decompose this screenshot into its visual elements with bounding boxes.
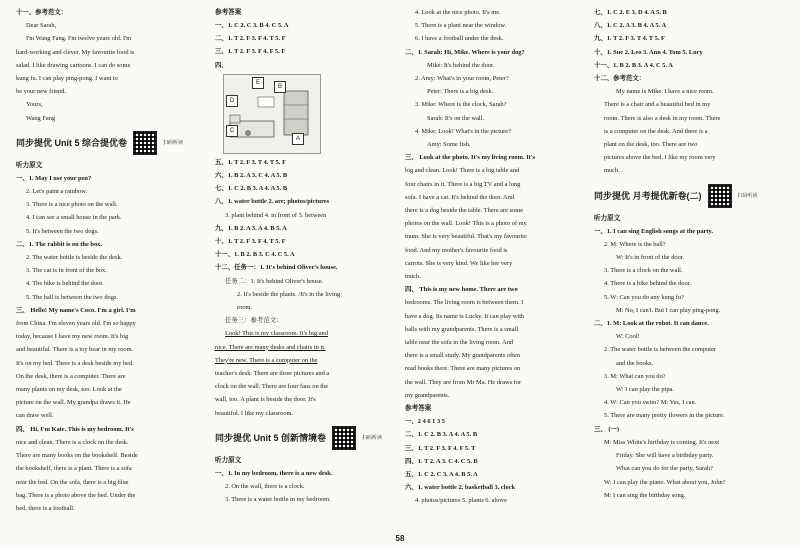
text-line: 十、1. Sue 2. Leo 3. Ann 4. Tom 5. Lucy bbox=[594, 48, 703, 56]
qr-code-icon[interactable] bbox=[133, 131, 157, 155]
page-number-text: 58 bbox=[395, 534, 405, 543]
text-line: 一、1. May I use your pen? bbox=[16, 174, 92, 182]
text-line: 二、1. C 2. B 3. A 4. A 5. B bbox=[405, 431, 478, 439]
text-line: It's on my bed. There is a desk beside my bed. bbox=[16, 359, 134, 367]
text-line: have a dog. Its name is Lucky. It can play with bbox=[405, 312, 525, 320]
text-line: near the bed. On the sofa, there is a big blue bbox=[16, 478, 129, 486]
text-line: W: I can play the piano. What about you, John? bbox=[604, 478, 726, 486]
text-line: photos on the wall. Look! This is a photo of my bbox=[405, 220, 527, 228]
text-line: 四、 This is my new home. There are two bbox=[405, 286, 518, 294]
text-line: 5. There are many pretty flowers in the picture. bbox=[604, 412, 725, 420]
text-line: food. And my mother's favourite food is bbox=[405, 246, 508, 254]
text-line: carrots. She is very kind. We like her very bbox=[405, 259, 513, 267]
text-line: 4. Mike: Look! What's in the picture? bbox=[415, 127, 511, 135]
column-2 bbox=[215, 6, 393, 506]
qr-caption: 扫码听读 bbox=[362, 434, 383, 441]
text-line: 3. The cat is in front of the box. bbox=[26, 267, 107, 275]
text-line: 六、1. water bottle 2. basketball 3. clock bbox=[405, 484, 516, 492]
text-line: 6. I have a football under the desk. bbox=[415, 35, 504, 43]
picture-label: E bbox=[252, 77, 264, 89]
answers-heading: 参考答案 bbox=[215, 9, 242, 16]
text-line: 四、 bbox=[215, 61, 228, 69]
text-line: On the desk, there is a computer. There are bbox=[16, 372, 126, 380]
text-line: kung fu. I can play ping-pong. I want to bbox=[16, 75, 118, 83]
text-line: Amy: Some fish. bbox=[427, 141, 471, 149]
answers-heading: 参考答案 bbox=[405, 405, 432, 413]
text-line: wall, too. A plant is beside the door. It's bbox=[215, 396, 316, 404]
text-line: W: It's in front of the door. bbox=[616, 254, 685, 262]
text-line: There are many books on the bookshelf. Beside bbox=[16, 452, 138, 460]
text-line: nice. There are many desks and chairs in it. bbox=[215, 343, 326, 351]
text-line: 2. It's beside the plants. /It's in the living bbox=[237, 290, 341, 298]
text-line: 九、1. B 2. A 3. A 4. B 5. A bbox=[215, 224, 287, 232]
text-line: 三、 (一) bbox=[594, 425, 620, 433]
text-line: 四、 Hi, I'm Kate. This is my bedroom. It's bbox=[16, 425, 134, 433]
text-line: Yours, bbox=[26, 101, 43, 109]
text-line: mum. She is very beautiful. That's my favourite bbox=[405, 233, 527, 241]
qr-code-icon[interactable] bbox=[332, 426, 356, 450]
text-line: 5. It's between the two dogs. bbox=[26, 227, 99, 235]
section-title bbox=[16, 131, 196, 155]
text-line: four chairs in it. There is a big TV and a long bbox=[405, 180, 521, 188]
text-line: 4. The bike is behind the door. bbox=[26, 280, 104, 288]
text-line: 三、1. T 2. F 3. F 4. F 5. T bbox=[405, 444, 476, 452]
text-line: 十一、1. B 2. B 3. A 4. C 5. A bbox=[594, 61, 673, 69]
qr-caption: 扫码听读 bbox=[737, 192, 758, 199]
text-line: 4. I can see a small house in the park. bbox=[26, 214, 122, 222]
text-line: I'm Wang Fang. I'm twelve years old. I'm bbox=[26, 35, 132, 43]
text-line: 3. There is a nice photo on the wall. bbox=[26, 201, 118, 209]
text-line: read books there. There are many pictures on bbox=[405, 365, 521, 373]
text-line: nice and clean. There is a clock on the desk. bbox=[16, 438, 129, 446]
text-line: salad. I like drawing cartoons. I can do some bbox=[16, 61, 131, 69]
text-line: 一、1. In my bedroom, there is a new desk. bbox=[215, 469, 333, 477]
text-line: 任务三：参考范文： bbox=[225, 317, 283, 325]
text-line: and the books. bbox=[616, 359, 654, 367]
text-line: 八、1. C 2. A 3. B 4. A 5. A bbox=[594, 22, 667, 30]
text-line: teacher's desk. There are three pictures and a bbox=[215, 370, 330, 378]
text-line: 5. W: Can you do any kung fu? bbox=[604, 293, 684, 301]
text-line: 二、1. The rabbit is on the box. bbox=[16, 240, 102, 248]
text-line: 2. On the wall, there is a clock. bbox=[225, 483, 305, 491]
text-line: sofa. I have a cat. It's behind the door. And bbox=[405, 193, 515, 201]
text-line: 十一、参考范文： bbox=[16, 9, 68, 16]
text-line: 五、1. C 2. C 3. A 4. B 5. A bbox=[405, 470, 478, 478]
picture-label: C bbox=[226, 125, 238, 137]
text-line: 4. W: Can you swim? M: Yes, I can. bbox=[604, 399, 697, 407]
column-1 bbox=[16, 6, 196, 515]
picture-label: D bbox=[226, 95, 238, 107]
text-line: much. bbox=[604, 167, 620, 175]
section-title bbox=[215, 426, 393, 450]
text-line: Wang Fang bbox=[26, 114, 56, 122]
text-line: 2. The water bottle is beside the desk. bbox=[26, 254, 123, 262]
text-line: M: I can sing the birthday song. bbox=[604, 491, 686, 499]
text-line: 三、 Hello! My name's Coco. I'm a girl. I'm bbox=[16, 306, 136, 314]
section-title-text: 同步提优 月考提优新卷(二) bbox=[594, 190, 702, 201]
section-title bbox=[594, 184, 790, 208]
text-line: Sarah: It's on the wall. bbox=[427, 114, 485, 122]
text-line: 七、1. C 2. B 3. A 4. A 5. B bbox=[215, 185, 288, 193]
text-line: 十二、任务一：1. It's behind Oliver's house. bbox=[215, 264, 338, 272]
bedroom-illustration bbox=[223, 74, 321, 154]
text-line: 一、2 4 6 1 3 5 bbox=[405, 418, 445, 426]
text-line: 5. The ball is between the two dogs. bbox=[26, 293, 118, 301]
text-line: beautiful. I like my classroom. bbox=[215, 409, 294, 417]
text-line: 五、1. T 2. F 3. T 4. T 5. F bbox=[215, 158, 286, 166]
text-line: my grandparents. bbox=[405, 391, 450, 399]
text-line: 一、1. I can sing English songs at the party. bbox=[594, 227, 713, 235]
text-line: today, because I have my new room. It's big bbox=[16, 333, 129, 341]
text-line: 四、1. T 2. A 3. C 4. C 5. B bbox=[405, 457, 478, 465]
text-line: Look! This is my classroom. It's big and bbox=[225, 330, 328, 338]
text-line: from China. I'm eleven years old. I'm so happy bbox=[16, 320, 136, 328]
text-line: bedrooms. The living room is between them. I bbox=[405, 299, 524, 307]
text-line: the wall. They are from Mr Ma. He draws for bbox=[405, 378, 522, 386]
text-line: My name is Mike. I have a nice room. bbox=[616, 88, 714, 96]
text-line: M: No, I can't. But I can play ping-pong. bbox=[616, 306, 721, 314]
text-line: can draw well. bbox=[16, 412, 54, 420]
column-4 bbox=[594, 6, 790, 502]
picture-label: A bbox=[292, 133, 304, 145]
text-line: 3. plant behind 4. in front of 5. between bbox=[225, 211, 327, 219]
text-line: 3. M: What can you do? bbox=[604, 372, 666, 380]
text-line: M: Miss White's birthday is coming. It's next bbox=[604, 438, 720, 446]
text-line: bed, there is a football. bbox=[16, 504, 75, 512]
text-line: clock on the wall. There are four fans on the bbox=[215, 383, 329, 391]
text-line: 七、1. C 2. E 3. D 4. A 5. B bbox=[594, 9, 667, 16]
text-line: 二、1. Sarah: Hi, Mike. Where is your dog? bbox=[405, 48, 525, 56]
text-line: 4. There is a bike behind the door. bbox=[604, 280, 692, 288]
text-line: 3. There is a clock on the wall. bbox=[604, 267, 683, 275]
text-line: 八、1. water bottle 2. are; photos/pictures bbox=[215, 198, 330, 206]
text-line: plant on the desk, too. There are two bbox=[604, 141, 698, 149]
text-line: there is a small study. My grandparents often bbox=[405, 352, 520, 360]
text-line: W: Cool! bbox=[616, 333, 640, 341]
text-line: 十、1. T 2. F 3. F 4. T 5. F bbox=[215, 238, 286, 246]
text-line: 二、1. M: Look at the robot. It can dance. bbox=[594, 320, 709, 328]
text-line: 4. Look at the nice photo. It's me. bbox=[415, 9, 501, 16]
text-line: What can you do for the party, Sarah? bbox=[616, 465, 713, 473]
section-title-text: 同步提优 Unit 5 创新情境卷 bbox=[215, 432, 327, 443]
text-line: 4. photos/pictures 5. plants 6. above bbox=[415, 497, 507, 505]
text-line: 六、1. B 2. A 3. C 4. A 5. B bbox=[215, 172, 288, 180]
text-line: big and clean. Look! There is a big table and bbox=[405, 167, 520, 175]
text-line: 十二、参考范文： bbox=[594, 75, 646, 83]
qr-code-icon[interactable] bbox=[708, 184, 732, 208]
text-line: 2. Let's paint a rainbow. bbox=[26, 188, 88, 196]
text-line: Mike: It's behind the door. bbox=[427, 61, 495, 69]
text-line: W: I can play the pipa. bbox=[616, 386, 674, 394]
text-line: and beautiful. There is a toy bear in my room. bbox=[16, 346, 134, 354]
text-line: pictures above the bed. I like my room very bbox=[604, 154, 716, 162]
text-line: the bookshelf, there is a plant. There is a sofa bbox=[16, 465, 132, 473]
text-line: there is a dog beside the table. There are some bbox=[405, 207, 524, 215]
section-title-text: 同步提优 Unit 5 综合提优卷 bbox=[16, 137, 128, 148]
text-line: picture on the wall. My grandpa draws it. He bbox=[16, 399, 131, 407]
text-line: many plants on my desk, too. Look at the bbox=[16, 386, 122, 394]
text-line: table near the sofa in the living room. And bbox=[405, 339, 514, 347]
text-line: bag. There is a photo above the bed. Under the bbox=[16, 491, 136, 499]
text-line: They're new. There is a computer on the bbox=[215, 356, 318, 364]
listening-transcript bbox=[16, 172, 196, 515]
text-line: 2. Amy: What's in your room, Peter? bbox=[415, 75, 509, 83]
picture-label: B bbox=[274, 81, 286, 93]
text-line: 一、1. C 2. C 3. B 4. C 5. A bbox=[215, 22, 289, 29]
text-line: Friday. She will have a birthday party. bbox=[616, 452, 714, 460]
text-line: 三、1. T 2. F 3. F 4. F 5. F bbox=[215, 48, 286, 56]
text-line: 十一、1. B 2. B 3. C 4. C 5. A bbox=[215, 251, 295, 259]
column-3 bbox=[405, 6, 583, 508]
text-line: Peter: There is a big desk. bbox=[427, 88, 494, 96]
text-line: Dear Sarah, bbox=[26, 22, 57, 30]
text-line: be your new friend. bbox=[16, 88, 67, 96]
text-line: hard-working and clever. My favourite food is bbox=[16, 48, 135, 56]
section-subtitle: 听力原文 bbox=[16, 161, 43, 169]
text-line: room. bbox=[237, 304, 253, 312]
text-line: 2. M: Where is the ball? bbox=[604, 240, 666, 248]
page-number bbox=[0, 534, 800, 543]
text-line: is a computer on the desk. And there is a bbox=[604, 127, 708, 135]
text-line: 3. There is a water bottle in my bedroom. bbox=[225, 496, 331, 504]
text-line: 5. There is a plant near the window. bbox=[415, 22, 507, 30]
text-line: 三、 Look at the photo. It's my living room. It's bbox=[405, 154, 536, 162]
bedroom-drawing bbox=[224, 75, 320, 153]
text-line: 2. The water bottle is between the computer bbox=[604, 346, 717, 354]
text-line: room. There is also a desk in my room. There bbox=[604, 114, 721, 122]
text-line: 九、1. T 2. F 3. T 4. T 5. F bbox=[594, 35, 665, 43]
text-line: There is a chair and a beautiful bed in my bbox=[604, 101, 711, 109]
section-subtitle: 听力原文 bbox=[594, 214, 621, 222]
text-line: 二、1. T 2. F 3. F 4. T 5. F bbox=[215, 35, 286, 43]
text-line: balls with my grandparents. There is a small bbox=[405, 325, 519, 333]
text-line: 任务二：1. It's behind Oliver's house. bbox=[225, 277, 324, 285]
text-line: 3. Mike: Where is the clock, Sarah? bbox=[415, 101, 507, 109]
qr-caption: 扫码听读 bbox=[163, 139, 184, 146]
section-subtitle: 听力原文 bbox=[215, 456, 242, 464]
text-line: much. bbox=[405, 273, 421, 281]
